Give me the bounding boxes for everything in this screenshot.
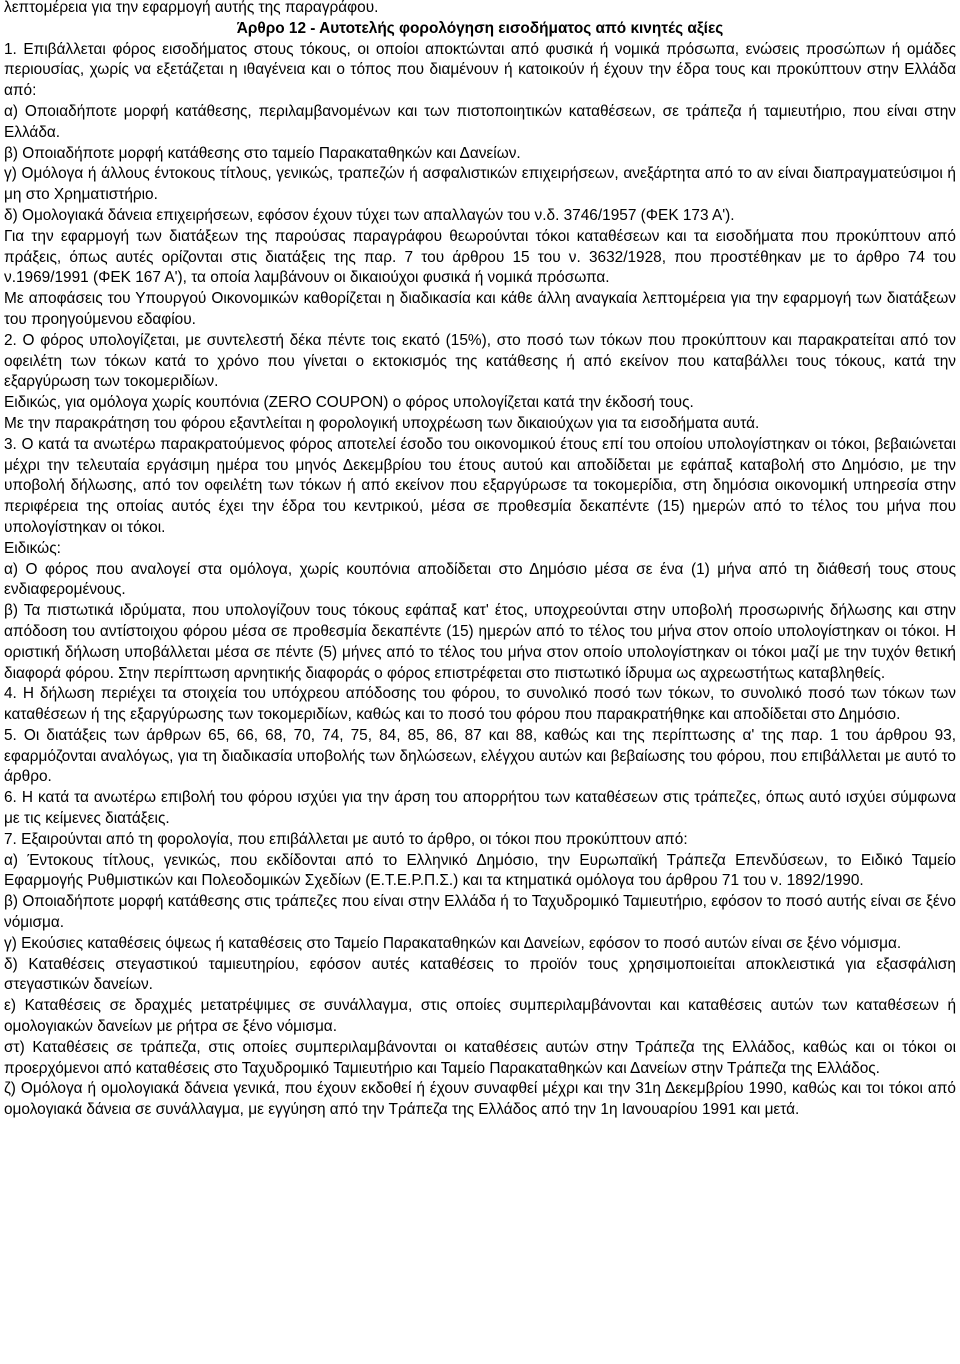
paragraph: 7. Εξαιρούνται από τη φορολογία, που επιβάλλεται με αυτό το άρθρο, οι τόκοι που προκύπτουν από:: [4, 830, 688, 848]
paragraph: α) Ο φόρος που αναλογεί στα ομόλογα, χωρίς κουπόνια αποδίδεται στο Δημόσιο μέσα σε ένα (1) μήνα από τη διάθεσή τους στους ενδιαφερομένους.: [4, 560, 956, 599]
paragraph: γ) Εκούσιες καταθέσεις όψεως ή καταθέσεις στο Ταμείο Παρακαταθηκών και Δανείων, εφόσον το ποσό αυτών είναι σε ξένο νόμισμα.: [4, 934, 902, 952]
paragraph: 2. Ο φόρος υπολογίζεται, με συντελεστή δέκα πέντε τοις εκατό (15%), στο ποσό των τόκων που προκύπτουν και παρακρατείται από τον οφειλέτη των τόκων κατά το χρόνο που γίνεται ο εκτοκισμός της κατάθεσης ή από εκείνον που καταβάλλει τους τόκους, κατά την εξαργύρωση των τοκομεριδίων.: [4, 331, 956, 391]
paragraph: στ) Καταθέσεις σε τράπεζα, στις οποίες συμπεριλαμβάνονται οι καταθέσεις αυτών στην Τράπεζα της Ελλάδος, καθώς και οι τόκοι οι προερχόμενοι από καταθέσεις στο Ταχυδρομικό Ταμιευτήριο και Ταμείο Παρακαταθηκών και Δανείων στην Τράπεζα της Ελλάδος.: [4, 1038, 956, 1077]
paragraph: β) Οποιαδήποτε μορφή κατάθεσης στο ταμείο Παρακαταθηκών και Δανείων.: [4, 144, 521, 162]
paragraph: α) Έντοκους τίτλους, γενικώς, που εκδίδονται από το Ελληνικό Δημόσιο, την Ευρωπαϊκή Τράπεζα Επενδύσεων, το Ειδικό Ταμείο Εφαρμογής Ρυθμιστικών και Πολεοδομικών Σχεδίων (Ε.Τ.Ε.Ρ.Π.Σ.) και τα κτηματικά ομόλογα του άρθρου 71 του ν. 1892/1990.: [4, 851, 956, 890]
paragraph: β) Τα πιστωτικά ιδρύματα, που υπολογίζουν τους τόκους εφάπαξ κατ' έτος, υποχρεούνται στην υποβολή προσωρινής δήλωσης και στην απόδοση του αντίστοιχου φόρου μέσα σε προθεσμία δεκαπέντε (15) ημερών από το τέλος του μήνα στον οποίο υπολογίστηκαν οι τόκοι. Η οριστική δήλωση υποβάλλεται μέσα σε πέντε (5) μήνες από το τέλος του μήνα στον οποίο υπολογίστηκαν οι τόκοι μαζί με την τυχόν θετική διαφορά φόρου. Στην περίπτωση αρνητικής διαφοράς ο φόρος επιστρέφεται στο πιστωτικό ίδρυμα ως αχρεωστήτως καταβληθείς.: [4, 602, 956, 682]
paragraph: 1. Επιβάλλεται φόρος εισοδήματος στους τόκους, οι οποίοι αποκτώνται από φυσικά ή νομικά πρόσωπα, ενώσεις προσώπων ή ομάδες περιουσίας, χωρίς να εξετάζεται η ιθαγένεια και ο τόπος που διαμένουν ή κατοικούν ή έχουν την έδρα τους και προκύπτουν στην Ελλάδα από:: [4, 40, 956, 100]
paragraph: ε) Καταθέσεις σε δραχμές μετατρέψιμες σε συνάλλαγμα, στις οποίες συμπεριλαμβάνονται και καταθέσεις αυτών των καταθέσεων ή ομολογιακών δανείων με ρήτρα σε ξένο νόμισμα.: [4, 997, 956, 1036]
paragraph: 4. Η δήλωση περιέχει τα στοιχεία του υπόχρεου απόδοσης του φόρου, το συνολικό ποσό των τόκων, το συνολικό ποσό των τόκων των καταθέσεων ή της εξαργύρωσης των τοκομεριδίων, καθώς και το ποσό του φόρου που παρακρατήθηκε και αποδίδεται στο Δημόσιο.: [4, 685, 956, 724]
paragraph: γ) Ομόλογα ή άλλους έντοκους τίτλους, γενικώς, τραπεζών ή ασφαλιστικών επιχειρήσεων, ανεξάρτητα από το αν είναι διαπραγματεύσιμοι ή μη στο Χρηματιστήριο.: [4, 165, 956, 204]
paragraph: δ) Ομολογιακά δάνεια επιχειρήσεων, εφόσον έχουν τύχει των απαλλαγών του ν.δ. 3746/1957 (ΦΕΚ 173 Α').: [4, 206, 735, 224]
paragraph: α) Οποιαδήποτε μορφή κατάθεσης, περιλαμβανομένων και των πιστοποιητικών καταθέσεων, σε τράπεζα ή ταμιευτήριο, που είναι στην Ελλάδα.: [4, 102, 956, 141]
paragraph: Με την παρακράτηση του φόρου εξαντλείται η φορολογική υποχρέωση των δικαιούχων για τα εισοδήματα αυτά.: [4, 414, 760, 432]
paragraph: Για την εφαρμογή των διατάξεων της παρούσας παραγράφου θεωρούνται τόκοι καταθέσεων και τα εισοδήματα που προκύπτουν από πράξεις, όπως αυτές ορίζονται στις διατάξεις της παρ. 7 του άρθρου 15 του ν. 3632/1928, που προστέθηκαν με το άρθρο 74 του ν.1969/1991 (ΦΕΚ 167 Α'), τα οποία λαμβάνουν οι δικαιούχοι φυσικά ή νομικά πρόσωπα.: [4, 227, 956, 287]
paragraph: Ειδικώς, για ομόλογα χωρίς κουπόνια (ZERO COUPON) ο φόρος υπολογίζεται κατά την έκδοσή τους.: [4, 394, 694, 412]
intro-line: λεπτομέρεια για την εφαρμογή αυτής της παραγράφου.: [4, 0, 379, 16]
paragraph: δ) Καταθέσεις στεγαστικού ταμιευτηρίου, εφόσον αυτές καταθέσεις το προϊόν τους χρησιμοποιείται αποκλειστικά για εξασφάλιση στεγαστικών δανείων.: [4, 955, 956, 994]
paragraph: 5. Οι διατάξεις των άρθρων 65, 66, 68, 70, 74, 75, 84, 85, 86, 87 και 88, καθώς και της περίπτωσης α' της παρ. 1 του άρθρου 93, εφαρμόζονται αναλόγως, για τη διαδικασία υποβολής των δηλώσεων, ελέγχου αυτών και βεβαίωσης του φόρου, που επιβάλλεται με αυτό το άρθρο.: [4, 726, 956, 786]
paragraph: ζ) Ομόλογα ή ομολογιακά δάνεια γενικά, που έχουν εκδοθεί ή έχουν συναφθεί μέχρι και την 31η Δεκεμβρίου 1990, καθώς και τοι τόκοι από ομολογιακά δάνεια σε συνάλλαγμα, με εγγύηση από την Τράπεζα της Ελλάδος από την 1η Ιανουαρίου 1991 και μετά.: [4, 1080, 956, 1119]
paragraph: 6. Η κατά τα ανωτέρω επιβολή του φόρου ισχύει για την άρση του απορρήτου των καταθέσεων στις τράπεζες, όπως αυτό ισχύει σύμφωνα με τις κείμενες διατάξεις.: [4, 789, 956, 828]
article-body: [4, 40, 956, 1121]
paragraph: 3. Ο κατά τα ανωτέρω παρακρατούμενος φόρος αποτελεί έσοδο του οικονομικού έτους επί του οποίου υπολογίστηκαν οι τόκοι, βεβαιώνεται μέχρι την τελευταία εργάσιμη ημέρα του μηνός Δεκεμβρίου του έτους αυτού και αποδίδεται με εφάπαξ καταβολή στο Δημόσιο, με την υποβολή δήλωσης, από τον οφειλέτη των τόκων ή από εκείνον που εξαργύρωσε τα τοκομερίδια, στη δημόσια οικονομική υπηρεσία στην περιφέρεια της οποίας αυτός έχει την έδρα του κεντρικού, μέσα σε προθεσμία δεκαπέντε (15) ημερών από το τέλος του μήνα που υπολογίστηκαν οι τόκοι.: [4, 435, 956, 536]
paragraph: Με αποφάσεις του Υπουργού Οικονομικών καθορίζεται η διαδικασία και κάθε άλλη αναγκαία λεπτομέρεια για την εφαρμογή των διατάξεων του προηγούμενου εδαφίου.: [4, 290, 956, 328]
document-page: [4, 0, 956, 1121]
paragraph: Ειδικώς:: [4, 539, 61, 557]
article-title: Άρθρο 12 - Αυτοτελής φορολόγηση εισοδήματος από κινητές αξίες: [236, 19, 724, 37]
paragraph: β) Οποιαδήποτε μορφή κατάθεσης στις τράπεζες που είναι στην Ελλάδα ή το Ταχυδρομικό Ταμιευτήριο, εφόσον το ποσό αυτής είναι σε ξένο νόμισμα.: [4, 893, 956, 932]
